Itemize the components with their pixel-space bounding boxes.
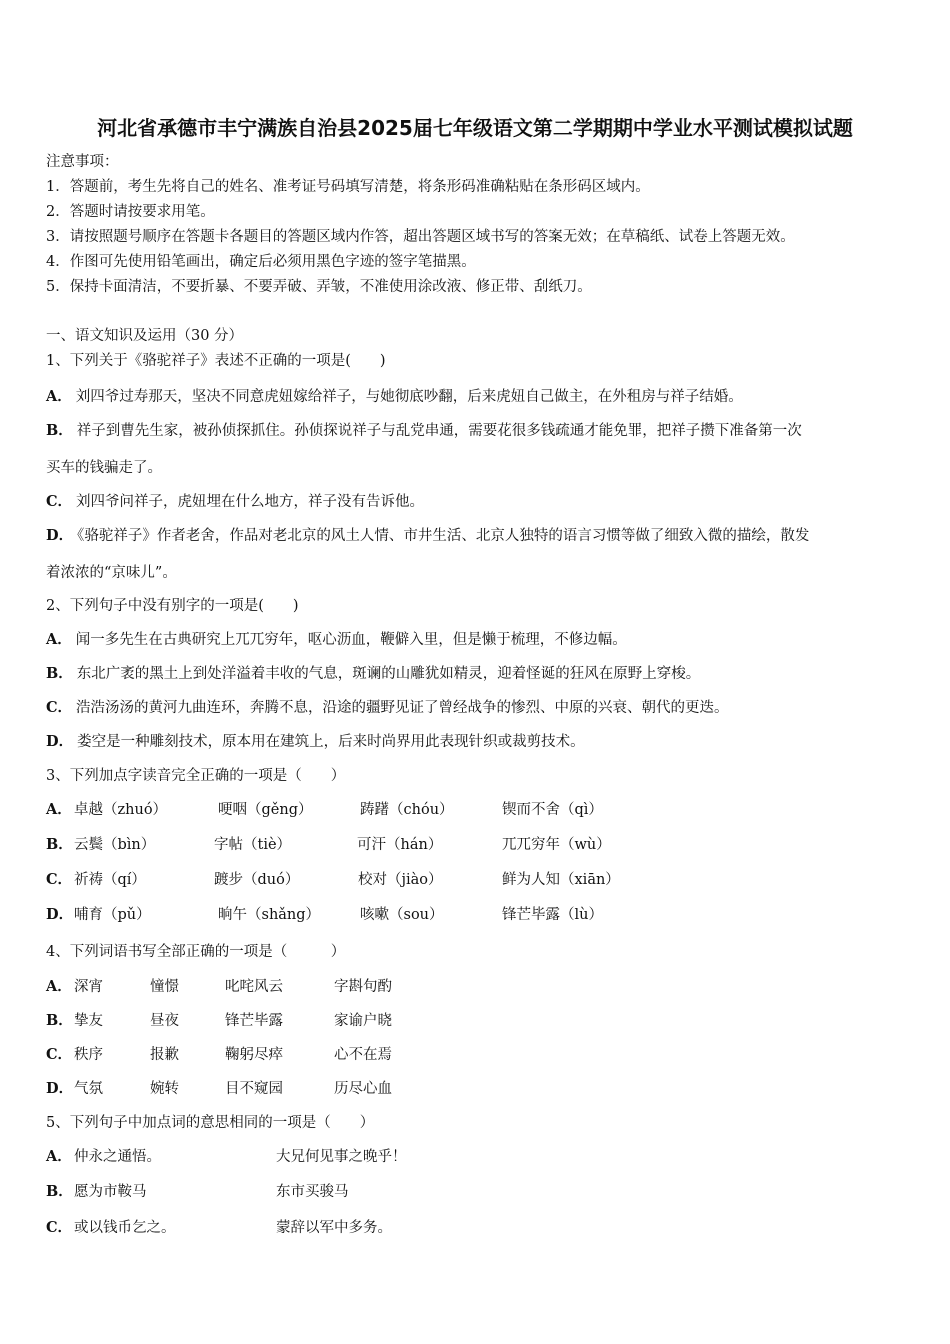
q3-cell: 踱步（duó） — [214, 872, 300, 888]
notice-item: 3．请按照题号顺序在答题卡各题目的答题区域内作答，超出答题区域书写的答案无效；在草稿纸、试卷上答题无效。 — [46, 229, 795, 245]
q4-cell: 报歉 — [150, 1047, 179, 1063]
notice-item: 5．保持卡面清洁，不要折暴、不要弄破、弄皱，不准使用涂改液、修正带、刮纸刀。 — [46, 279, 592, 295]
option-text: 刘四爷过寿那天，坚决不同意虎妞嫁给祥子，与她彻底吵翻，后来虎妞自己做主，在外租房与祥子结婚。 — [75, 389, 743, 405]
section-heading: 一、语文知识及运用（30 分） — [46, 328, 244, 344]
q2-option-d — [46, 732, 585, 752]
q4-cell: 鞠躬尽瘁 — [225, 1047, 283, 1063]
q4-cell: 家谕户晓 — [334, 1013, 392, 1029]
q5-cell: 东市买骏马 — [276, 1184, 349, 1200]
notice-item: 4．作图可先使用铅笔画出，确定后必须用黑色字迹的签字笔描黑。 — [46, 254, 476, 270]
q1-option-c — [46, 492, 424, 512]
q3-cell: 鲜为人知（xiān） — [502, 872, 620, 888]
q5-cell: 愿为市鞍马 — [74, 1184, 147, 1200]
option-letter: A． — [46, 801, 72, 818]
q1-option-d — [46, 526, 809, 546]
q5-cell: 或以钱币乞之。 — [74, 1220, 176, 1236]
option-letter: A． — [46, 1148, 72, 1165]
q1-option-a — [46, 387, 743, 407]
q3-cell: 哺育（pǔ） — [74, 907, 151, 923]
q3-cell: 锲而不舍（qì） — [502, 802, 603, 818]
q5-cell: 蒙辞以军中多务。 — [276, 1220, 392, 1236]
q4-cell: 目不窥园 — [225, 1081, 283, 1097]
q2-option-b — [46, 664, 700, 684]
q4-cell: 昼夜 — [150, 1013, 179, 1029]
option-text: 浩浩汤汤的黄河九曲连环，奔腾不息，沿途的疆野见证了曾经战争的惨烈、中原的兴衰、朝代的更迭。 — [76, 700, 729, 716]
q3-cell: 字帖（tiè） — [214, 837, 292, 853]
notice-item: 2．答题时请按要求用笔。 — [46, 204, 215, 220]
question-stem-5: 5、下列句子中加点词的意思相同的一项是（ ） — [46, 1115, 375, 1131]
option-letter: C． — [46, 871, 73, 888]
q4-cell: 挚友 — [74, 1013, 103, 1029]
q4-cell: 深宵 — [74, 979, 103, 995]
q3-cell: 卓越（zhuó） — [74, 802, 168, 818]
q3-cell: 锋芒毕露（lù） — [502, 907, 603, 923]
option-letter: C． — [46, 699, 73, 716]
option-letter: A． — [46, 631, 72, 648]
option-letter: B． — [46, 422, 73, 439]
option-letter: B． — [46, 1012, 73, 1029]
question-stem-4: 4、下列词语书写全部正确的一项是（ ） — [46, 944, 346, 960]
option-letter: C． — [46, 493, 73, 510]
q1-option-d-cont: 着浓浓的“京味儿”。 — [46, 565, 177, 581]
q3-cell: 可汗（hán） — [357, 837, 443, 853]
notice-heading: 注意事项： — [46, 154, 119, 170]
q3-cell: 哽咽（gěng） — [218, 802, 313, 818]
option-letter: C． — [46, 1046, 73, 1063]
q4-cell: 婉转 — [150, 1081, 179, 1097]
q4-cell: 锋芒毕露 — [225, 1013, 283, 1029]
q5-cell: 大兄何见事之晚乎！ — [276, 1149, 407, 1165]
q1-option-b-cont: 买车的钱骗走了。 — [46, 460, 162, 476]
option-letter: D． — [46, 1080, 74, 1097]
q3-cell: 云鬓（bìn） — [74, 837, 156, 853]
q3-cell: 踌躇（chóu） — [360, 802, 454, 818]
option-letter: D． — [46, 733, 74, 750]
q3-cell: 晌午（shǎng） — [218, 907, 321, 923]
option-letter: B． — [46, 836, 73, 853]
q4-cell: 历尽心血 — [334, 1081, 392, 1097]
q3-cell: 咳嗽（sou） — [360, 907, 444, 923]
question-stem-2: 2、下列句子中没有别字的一项是( ) — [46, 598, 299, 614]
option-text: 娄空是一种雕刻技术，原本用在建筑上，后来时尚界用此表现针织或裁剪技术。 — [77, 734, 585, 750]
option-text: 刘四爷问祥子，虎妞埋在什么地方，祥子没有告诉他。 — [76, 494, 425, 510]
q3-cell: 校对（jiào） — [358, 872, 443, 888]
q4-cell: 心不在焉 — [334, 1047, 392, 1063]
option-letter: D． — [46, 527, 74, 544]
option-letter: C． — [46, 1219, 73, 1236]
page-title: 河北省承德市丰宁满族自治县2025届七年级语文第二学期期中学业水平测试模拟试题 — [97, 116, 853, 140]
q5-cell: 仲永之通悟。 — [74, 1149, 161, 1165]
option-text: 东北广袤的黑土上到处洋溢着丰收的气息，斑谰的山雕犹如精灵，迎着怪诞的狂风在原野上穿梭。 — [76, 666, 701, 682]
q2-option-c — [46, 698, 729, 718]
q4-cell: 叱咤风云 — [225, 979, 283, 995]
option-letter: A． — [46, 388, 72, 405]
option-letter: D． — [46, 906, 74, 923]
option-text: 闻一多先生在古典研究上兀兀穷年，呕心沥血，鞭僻入里，但是懒于梳理，不修边幅。 — [75, 632, 627, 648]
question-stem-1: 1、下列关于《骆驼祥子》表述不正确的一项是( ) — [46, 353, 386, 369]
q2-option-a — [46, 630, 627, 650]
notice-item: 1．答题前，考生先将自己的姓名、准考证号码填写清楚，将条形码准确粘贴在条形码区域内。 — [46, 179, 650, 195]
option-letter: B． — [46, 1183, 73, 1200]
q4-cell: 秩序 — [74, 1047, 103, 1063]
option-text: 《骆驼祥子》作者老舍，作品对老北京的风土人情、市井生活、北京人独特的语言习惯等做了细致入微的描绘，散发 — [77, 528, 810, 544]
option-text: 祥子到曹先生家，被孙侦探抓住。孙侦探说祥子与乱党串通，需要花很多钱疏通才能免罪，把祥子攒下准备第一次 — [76, 423, 802, 439]
question-stem-3: 3、下列加点字读音完全正确的一项是（ ） — [46, 768, 346, 784]
q3-cell: 祈祷（qí） — [74, 872, 146, 888]
option-letter: B． — [46, 665, 73, 682]
q1-option-b — [46, 421, 802, 441]
q4-cell: 气氛 — [74, 1081, 103, 1097]
q4-cell: 字斟句酌 — [334, 979, 392, 995]
q3-cell: 兀兀穷年（wù） — [502, 837, 611, 853]
option-letter: A． — [46, 978, 72, 995]
q4-cell: 憧憬 — [150, 979, 179, 995]
